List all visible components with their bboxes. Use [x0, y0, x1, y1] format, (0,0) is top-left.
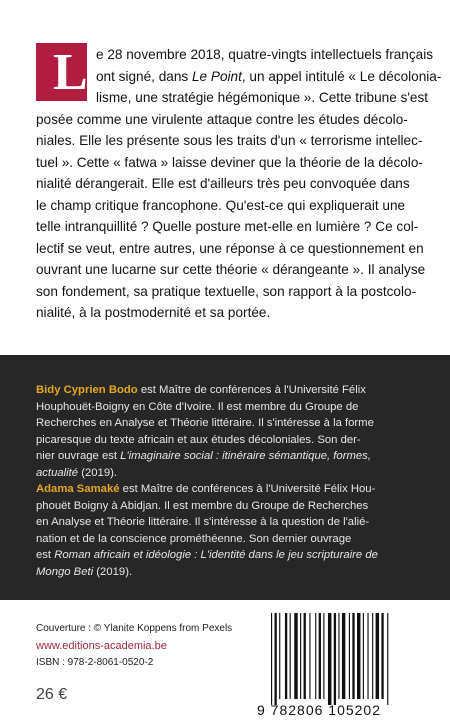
intro-line: tuel ». Cette « fatwa » laisse deviner que la théorie de la décolo- — [36, 154, 423, 170]
bio-line: est Roman africain et idéologie : L'identité dans le jeu scripturaire de — [36, 549, 378, 562]
book-title: L'imaginaire social : itinéraire sémantique, formes, — [120, 450, 371, 463]
intro-line: nialité, à la postmodernité et sa portée. — [36, 305, 271, 320]
bio-line: nier ouvrage est L'imaginaire social : itinéraire sémantique, formes, — [36, 450, 371, 463]
bio-line: phouët Boigny à Abidjan. Il est membre du Groupe de Recherches — [36, 499, 369, 512]
intro-line: posée comme une virulente attaque contre les études décolo- — [36, 111, 408, 127]
intro-line: telle intranquillité ? Quelle posture met-elle en lumière ? Ce col- — [36, 219, 419, 234]
dropcap-letter: L — [53, 44, 88, 101]
bio-line: picaresque du texte africain et aux études décoloniales. Son der- — [36, 433, 361, 446]
author-bio-1: Bidy Cyprien Bodo est Maître de conférences à l'Université Félix Houphouët-Boigny en Côte d'Ivoire. Il est membre du Groupe de Recherches en Analyse et Théorie littéraire. Il s'intéresse à la forme picaresque du texte africain et aux études décoloniales. Son der- nier ouvrage est L'imaginaire social : itinéraire sémantique, formes, actualité (2019). — [36, 382, 420, 482]
price: 26 € — [36, 686, 68, 703]
book-title: actualité — [36, 466, 79, 479]
isbn-text: ISBN : 978-2-8061-0520-2 — [36, 657, 154, 668]
bio-line: nation et de la conscience prométhéenne. Son dernier ouvrage — [36, 532, 352, 545]
intro-line: e 28 novembre 2018, quatre-vingts intellectuels français — [96, 47, 434, 62]
cover-credit: Couverture : © Ylanite Koppens from Pexels — [36, 623, 233, 634]
intro-line: nialité dérangerait. Elle est d'ailleurs très peu convoquée dans — [36, 176, 410, 191]
intro-line: le champ critique francophone. Qu'est-ce qui expliquerait une — [36, 197, 406, 213]
author-name: Adama Samaké — [36, 483, 120, 495]
intro-text — [36, 44, 442, 324]
intro-line: niales. Elle les présente sous les traits d'un « terrorisme intellec- — [36, 133, 423, 148]
bio-line: Houphouët-Boigny en Côte d'Ivoire. Il est membre du Groupe de — [36, 400, 359, 413]
book-title: Roman africain et idéologie : L'identité dans le jeu scripturaire de — [54, 549, 378, 562]
intro-line: son fondement, sa pratique textuelle, son rapport à la postcolo- — [36, 283, 417, 299]
author-bio-2: Adama Samaké est Maître de conférences à l'Université Félix Hou- phouët Boigny à Abidjan. Il est membre du Groupe de Recherches en Analyse et Théorie littéraire. Il s'intéresse à la question de l'alié- nation et de la conscience prométhéenne. Son dernier ouvrage est Roman africain et idéologie : L'identité dans le jeu scripturaire de Mongo Beti (2019). — [36, 481, 420, 581]
bio-line: en Analyse et Théorie littéraire. Il s'intéresse à la question de l'alié- — [36, 516, 370, 529]
bio-line: Recherches en Analyse et Théorie littéraire. Il s'intéresse à la forme — [36, 417, 374, 430]
bio-line: Mongo Beti (2019). — [36, 565, 133, 578]
intro-line: ont signé, dans Le Point, un appel intitulé « Le décolonia- — [96, 68, 442, 84]
author-name: Bidy Cyprien Bodo — [36, 384, 138, 396]
intro-line: lectif se veut, entre autres, une réponse à ce questionnement en — [36, 240, 424, 256]
book-title: Mongo Beti — [36, 565, 94, 578]
publisher-website-link[interactable]: www.editions-academia.be — [36, 640, 167, 652]
intro-line: lisme, une stratégie hégémonique ». Cette tribune s'est — [96, 90, 429, 105]
intro-line: ouvrant une lucarne sur cette théorie « dérangeante ». Il analyse — [36, 262, 426, 277]
barcode-digits: 9 782806 105202 — [257, 702, 381, 718]
bio-line: actualité (2019). — [36, 466, 118, 479]
